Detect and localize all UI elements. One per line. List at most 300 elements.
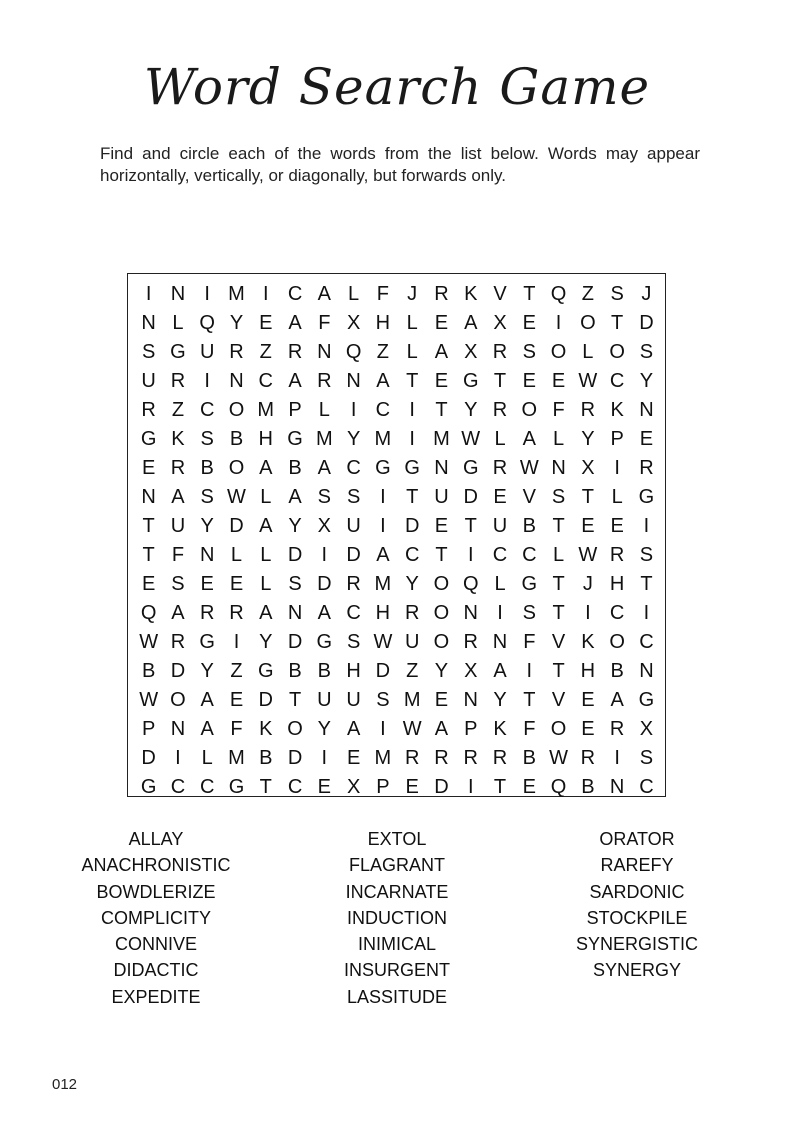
grid-cell[interactable]: B <box>288 457 302 479</box>
grid-cell[interactable]: W <box>519 457 539 479</box>
grid-cell[interactable]: K <box>493 718 507 740</box>
grid-cell[interactable]: E <box>522 312 536 334</box>
grid-cell[interactable]: G <box>228 776 245 798</box>
grid-cell[interactable]: I <box>643 515 650 537</box>
grid-cell[interactable]: B <box>610 660 624 682</box>
grid-cell[interactable]: U <box>492 515 508 537</box>
grid-cell[interactable]: T <box>288 689 302 711</box>
grid-cell[interactable]: A <box>288 312 302 334</box>
grid-cell[interactable]: R <box>199 602 215 624</box>
grid-cell[interactable]: P <box>141 718 156 740</box>
grid-cell[interactable]: X <box>581 457 595 479</box>
grid-cell[interactable]: G <box>316 631 333 653</box>
grid-cell[interactable]: K <box>581 631 595 653</box>
grid-cell[interactable]: S <box>522 341 536 363</box>
grid-cell[interactable]: Y <box>346 428 361 450</box>
grid-cell[interactable]: I <box>467 776 474 798</box>
grid-cell[interactable]: S <box>551 486 566 508</box>
grid-cell[interactable]: T <box>523 283 536 305</box>
grid-cell[interactable]: W <box>373 631 393 653</box>
grid-cell[interactable]: N <box>609 776 625 798</box>
grid-cell[interactable]: B <box>288 660 302 682</box>
grid-cell[interactable]: I <box>643 602 650 624</box>
grid-cell[interactable]: N <box>639 399 654 421</box>
grid-cell[interactable]: C <box>346 602 361 624</box>
grid-cell[interactable]: G <box>140 428 157 450</box>
grid-cell[interactable]: I <box>467 544 474 566</box>
grid-cell[interactable]: E <box>405 776 419 798</box>
grid-cell[interactable]: T <box>640 573 653 595</box>
grid-cell[interactable]: A <box>200 718 214 740</box>
grid-cell[interactable]: Y <box>259 631 273 653</box>
grid-cell[interactable]: S <box>639 544 654 566</box>
grid-cell[interactable]: V <box>493 283 507 305</box>
grid-cell[interactable]: I <box>555 312 562 334</box>
grid-cell[interactable]: I <box>409 428 415 450</box>
grid-cell[interactable]: Q <box>462 573 479 595</box>
grid-cell[interactable]: E <box>581 718 595 740</box>
grid-cell[interactable]: N <box>287 602 303 624</box>
grid-cell[interactable]: U <box>170 515 186 537</box>
grid-cell[interactable]: N <box>463 602 478 624</box>
grid-cell[interactable]: R <box>434 747 449 769</box>
grid-cell[interactable]: P <box>464 718 478 740</box>
grid-cell[interactable]: S <box>141 341 156 363</box>
grid-cell[interactable]: Y <box>229 312 244 334</box>
grid-cell[interactable]: Q <box>345 341 362 363</box>
grid-cell[interactable]: G <box>638 689 655 711</box>
grid-cell[interactable]: Q <box>140 602 157 624</box>
grid-cell[interactable]: K <box>464 283 478 305</box>
grid-cell[interactable]: R <box>317 370 332 392</box>
grid-cell[interactable]: I <box>321 747 328 769</box>
grid-cell[interactable]: G <box>170 341 186 363</box>
grid-cell[interactable]: E <box>141 573 156 595</box>
grid-cell[interactable]: N <box>141 312 156 334</box>
grid-cell[interactable]: G <box>462 457 479 479</box>
grid-cell[interactable]: N <box>170 718 186 740</box>
grid-cell[interactable]: L <box>494 573 506 595</box>
grid-cell[interactable]: D <box>317 573 332 595</box>
grid-cell[interactable]: B <box>522 747 536 769</box>
grid-cell[interactable]: T <box>552 602 565 624</box>
grid-cell[interactable]: C <box>404 544 420 566</box>
grid-cell[interactable]: C <box>258 370 273 392</box>
grid-cell[interactable]: M <box>257 399 275 421</box>
grid-cell[interactable]: O <box>228 399 245 421</box>
grid-cell[interactable]: A <box>317 283 331 305</box>
grid-cell[interactable]: M <box>228 283 245 305</box>
grid-cell[interactable]: M <box>315 428 333 450</box>
grid-cell[interactable]: T <box>259 776 272 798</box>
grid-cell[interactable]: C <box>170 776 186 798</box>
grid-cell[interactable]: I <box>380 515 386 537</box>
grid-cell[interactable]: R <box>170 631 186 653</box>
grid-cell[interactable]: T <box>406 486 419 508</box>
grid-cell[interactable]: W <box>461 428 481 450</box>
grid-cell[interactable]: S <box>346 486 361 508</box>
grid-cell[interactable]: L <box>611 486 623 508</box>
grid-cell[interactable]: S <box>522 602 536 624</box>
grid-cell[interactable]: A <box>317 602 331 624</box>
grid-cell[interactable]: L <box>260 544 272 566</box>
grid-cell[interactable]: O <box>433 631 450 653</box>
grid-cell[interactable]: R <box>492 457 508 479</box>
grid-cell[interactable]: V <box>551 631 566 653</box>
grid-cell[interactable]: X <box>346 776 361 798</box>
grid-cell[interactable]: A <box>259 515 273 537</box>
grid-cell[interactable]: I <box>380 718 386 740</box>
grid-cell[interactable]: M <box>228 747 245 769</box>
grid-cell[interactable]: Y <box>493 689 507 711</box>
grid-cell[interactable]: D <box>170 660 186 682</box>
grid-cell[interactable]: C <box>639 776 654 798</box>
grid-cell[interactable]: A <box>493 660 507 682</box>
grid-cell[interactable]: T <box>552 573 565 595</box>
grid-cell[interactable]: W <box>227 486 246 508</box>
grid-cell[interactable]: X <box>317 515 331 537</box>
grid-cell[interactable]: T <box>523 689 536 711</box>
grid-cell[interactable]: A <box>376 544 390 566</box>
grid-cell[interactable]: E <box>200 573 214 595</box>
grid-cell[interactable]: L <box>582 341 594 363</box>
grid-cell[interactable]: A <box>434 341 449 363</box>
grid-cell[interactable]: D <box>463 486 478 508</box>
grid-cell[interactable]: E <box>434 515 449 537</box>
grid-cell[interactable]: B <box>317 660 331 682</box>
grid-cell[interactable]: U <box>346 515 361 537</box>
grid-cell[interactable]: Y <box>639 370 654 392</box>
grid-cell[interactable]: R <box>141 399 156 421</box>
grid-cell[interactable]: I <box>585 602 591 624</box>
grid-cell[interactable]: C <box>346 457 361 479</box>
grid-cell[interactable]: A <box>288 486 302 508</box>
grid-cell[interactable]: E <box>346 747 361 769</box>
grid-cell[interactable]: A <box>464 312 478 334</box>
grid-cell[interactable]: H <box>375 602 391 624</box>
grid-cell[interactable]: A <box>171 486 185 508</box>
grid-cell[interactable]: E <box>581 689 595 711</box>
grid-cell[interactable]: E <box>434 312 449 334</box>
grid-cell[interactable]: U <box>199 341 215 363</box>
grid-cell[interactable]: V <box>551 689 566 711</box>
grid-cell[interactable]: U <box>346 689 361 711</box>
grid-cell[interactable]: N <box>346 370 361 392</box>
grid-cell[interactable]: B <box>229 428 244 450</box>
grid-cell[interactable]: X <box>464 341 478 363</box>
grid-cell[interactable]: N <box>492 631 508 653</box>
grid-cell[interactable]: Z <box>171 399 185 421</box>
grid-cell[interactable]: G <box>140 776 157 798</box>
grid-cell[interactable]: R <box>463 747 478 769</box>
grid-cell[interactable]: W <box>402 718 422 740</box>
grid-cell[interactable]: T <box>581 486 594 508</box>
grid-cell[interactable]: A <box>434 718 449 740</box>
grid-cell[interactable]: F <box>523 718 536 740</box>
grid-cell[interactable]: M <box>374 428 392 450</box>
grid-cell[interactable]: C <box>287 283 303 305</box>
grid-cell[interactable]: A <box>171 602 185 624</box>
grid-cell[interactable]: D <box>434 776 449 798</box>
grid-cell[interactable]: T <box>435 399 448 421</box>
grid-cell[interactable]: O <box>228 457 245 479</box>
grid-cell[interactable]: Y <box>405 573 419 595</box>
grid-cell[interactable]: Y <box>464 399 478 421</box>
grid-cell[interactable]: H <box>375 312 391 334</box>
grid-cell[interactable]: R <box>404 602 420 624</box>
grid-cell[interactable]: L <box>553 428 565 450</box>
grid-cell[interactable]: E <box>610 515 624 537</box>
grid-cell[interactable]: E <box>434 689 449 711</box>
grid-cell[interactable]: U <box>434 486 449 508</box>
grid-cell[interactable]: N <box>551 457 566 479</box>
grid-cell[interactable]: E <box>141 457 156 479</box>
grid-cell[interactable]: E <box>522 370 536 392</box>
grid-cell[interactable]: Z <box>581 283 594 305</box>
grid-cell[interactable]: B <box>200 457 214 479</box>
grid-cell[interactable]: F <box>523 631 536 653</box>
grid-cell[interactable]: F <box>318 312 331 334</box>
grid-cell[interactable]: U <box>404 631 420 653</box>
grid-cell[interactable]: G <box>257 660 274 682</box>
grid-cell[interactable]: D <box>287 631 303 653</box>
grid-cell[interactable]: I <box>526 660 533 682</box>
grid-cell[interactable]: L <box>406 341 418 363</box>
grid-cell[interactable]: N <box>463 689 478 711</box>
grid-cell[interactable]: G <box>375 457 391 479</box>
grid-cell[interactable]: K <box>171 428 185 450</box>
grid-cell[interactable]: E <box>551 370 566 392</box>
grid-cell[interactable]: R <box>170 457 186 479</box>
grid-cell[interactable]: R <box>346 573 361 595</box>
grid-cell[interactable]: G <box>462 370 479 392</box>
grid-cell[interactable]: X <box>493 312 507 334</box>
grid-cell[interactable]: C <box>639 631 654 653</box>
grid-cell[interactable]: R <box>287 341 303 363</box>
grid-cell[interactable]: B <box>522 515 536 537</box>
grid-cell[interactable]: S <box>346 631 361 653</box>
grid-cell[interactable]: R <box>463 631 478 653</box>
grid-cell[interactable]: Y <box>200 515 214 537</box>
grid-cell[interactable]: R <box>580 399 596 421</box>
grid-cell[interactable]: X <box>346 312 361 334</box>
grid-cell[interactable]: L <box>406 312 418 334</box>
grid-cell[interactable]: X <box>639 718 654 740</box>
grid-cell[interactable]: A <box>259 602 273 624</box>
grid-cell[interactable]: I <box>175 747 181 769</box>
grid-cell[interactable]: R <box>609 718 625 740</box>
grid-cell[interactable]: D <box>258 689 273 711</box>
grid-cell[interactable]: G <box>404 457 420 479</box>
grid-cell[interactable]: W <box>139 631 159 653</box>
grid-cell[interactable]: G <box>287 428 303 450</box>
grid-cell[interactable]: A <box>346 718 361 740</box>
grid-cell[interactable]: A <box>200 689 214 711</box>
grid-cell[interactable]: I <box>321 544 328 566</box>
grid-cell[interactable]: D <box>141 747 156 769</box>
grid-cell[interactable]: T <box>493 776 507 798</box>
grid-cell[interactable]: E <box>229 689 244 711</box>
grid-cell[interactable]: R <box>170 370 186 392</box>
grid-cell[interactable]: S <box>171 573 185 595</box>
grid-cell[interactable]: C <box>522 544 537 566</box>
grid-cell[interactable]: I <box>614 457 620 479</box>
grid-cell[interactable]: W <box>578 544 598 566</box>
grid-cell[interactable]: O <box>550 341 567 363</box>
grid-cell[interactable]: J <box>641 283 652 305</box>
grid-cell[interactable]: M <box>374 747 392 769</box>
grid-cell[interactable]: E <box>522 776 536 798</box>
grid-cell[interactable]: L <box>201 747 213 769</box>
grid-cell[interactable]: O <box>609 631 625 653</box>
grid-cell[interactable]: D <box>287 747 303 769</box>
grid-cell[interactable]: R <box>229 341 244 363</box>
grid-cell[interactable]: I <box>145 283 152 305</box>
grid-cell[interactable]: M <box>433 428 450 450</box>
grid-cell[interactable]: N <box>199 544 215 566</box>
grid-cell[interactable]: O <box>170 689 186 711</box>
grid-cell[interactable]: T <box>406 370 419 392</box>
grid-cell[interactable]: Y <box>288 515 302 537</box>
grid-cell[interactable]: T <box>611 312 624 334</box>
grid-cell[interactable]: Y <box>200 660 214 682</box>
grid-cell[interactable]: I <box>497 602 503 624</box>
grid-cell[interactable]: S <box>639 747 654 769</box>
grid-cell[interactable]: A <box>317 457 331 479</box>
grid-cell[interactable]: L <box>553 544 565 566</box>
grid-cell[interactable]: Z <box>230 660 243 682</box>
grid-cell[interactable]: L <box>348 283 360 305</box>
grid-cell[interactable]: W <box>578 370 598 392</box>
grid-cell[interactable]: L <box>260 573 272 595</box>
grid-cell[interactable]: O <box>609 341 625 363</box>
grid-cell[interactable]: G <box>638 486 655 508</box>
grid-cell[interactable]: L <box>494 428 506 450</box>
grid-cell[interactable]: R <box>434 283 449 305</box>
grid-cell[interactable]: T <box>435 544 448 566</box>
grid-cell[interactable]: I <box>204 283 210 305</box>
grid-cell[interactable]: R <box>609 544 625 566</box>
grid-cell[interactable]: I <box>380 486 386 508</box>
grid-cell[interactable]: E <box>259 312 273 334</box>
grid-cell[interactable]: R <box>639 457 654 479</box>
grid-cell[interactable]: D <box>404 515 420 537</box>
grid-cell[interactable]: C <box>375 399 391 421</box>
grid-cell[interactable]: T <box>552 515 565 537</box>
grid-cell[interactable]: H <box>346 660 361 682</box>
grid-cell[interactable]: F <box>376 283 389 305</box>
grid-cell[interactable]: I <box>614 747 620 769</box>
grid-cell[interactable]: L <box>230 544 243 566</box>
grid-cell[interactable]: Q <box>550 776 567 798</box>
grid-cell[interactable]: N <box>141 486 156 508</box>
grid-cell[interactable]: Z <box>376 341 389 363</box>
grid-cell[interactable]: S <box>376 689 390 711</box>
grid-cell[interactable]: A <box>610 689 624 711</box>
grid-cell[interactable]: P <box>288 399 302 421</box>
grid-cell[interactable]: U <box>141 370 156 392</box>
grid-cell[interactable]: E <box>581 515 595 537</box>
grid-cell[interactable]: A <box>288 370 302 392</box>
grid-cell[interactable]: O <box>433 573 450 595</box>
grid-cell[interactable]: S <box>288 573 302 595</box>
grid-cell[interactable]: C <box>287 776 303 798</box>
grid-cell[interactable]: S <box>200 486 214 508</box>
grid-cell[interactable]: F <box>171 544 185 566</box>
grid-cell[interactable]: U <box>317 689 332 711</box>
grid-cell[interactable]: E <box>639 428 654 450</box>
grid-cell[interactable]: C <box>492 544 508 566</box>
grid-cell[interactable]: Y <box>434 660 449 682</box>
grid-cell[interactable]: N <box>317 341 332 363</box>
grid-cell[interactable]: J <box>407 283 418 305</box>
grid-cell[interactable]: D <box>229 515 244 537</box>
grid-cell[interactable]: B <box>259 747 273 769</box>
grid-cell[interactable]: E <box>229 573 244 595</box>
grid-cell[interactable]: F <box>552 399 565 421</box>
grid-cell[interactable]: L <box>260 486 272 508</box>
grid-cell[interactable]: H <box>258 428 273 450</box>
grid-cell[interactable]: H <box>609 573 625 595</box>
grid-cell[interactable]: Y <box>317 718 331 740</box>
grid-cell[interactable]: D <box>287 544 303 566</box>
grid-cell[interactable]: S <box>610 283 624 305</box>
grid-cell[interactable]: I <box>204 370 210 392</box>
grid-cell[interactable]: W <box>139 689 159 711</box>
grid-cell[interactable]: E <box>434 370 449 392</box>
grid-cell[interactable]: E <box>493 486 507 508</box>
grid-cell[interactable]: Z <box>406 660 419 682</box>
grid-cell[interactable]: C <box>609 370 625 392</box>
grid-cell[interactable]: Y <box>581 428 595 450</box>
grid-cell[interactable]: D <box>639 312 654 334</box>
grid-cell[interactable]: R <box>404 747 420 769</box>
grid-cell[interactable]: T <box>552 660 565 682</box>
grid-cell[interactable]: R <box>492 399 508 421</box>
grid-cell[interactable]: R <box>492 341 508 363</box>
grid-cell[interactable]: S <box>200 428 214 450</box>
grid-cell[interactable]: I <box>233 631 240 653</box>
grid-cell[interactable]: I <box>409 399 415 421</box>
grid-cell[interactable]: M <box>374 573 392 595</box>
grid-cell[interactable]: N <box>639 660 654 682</box>
grid-cell[interactable]: Z <box>259 341 272 363</box>
grid-cell[interactable]: K <box>610 399 624 421</box>
grid-cell[interactable]: O <box>550 718 567 740</box>
grid-cell[interactable]: O <box>521 399 538 421</box>
grid-cell[interactable]: Q <box>199 312 215 334</box>
grid-cell[interactable]: N <box>170 283 186 305</box>
grid-cell[interactable]: R <box>492 747 508 769</box>
grid-cell[interactable]: I <box>262 283 269 305</box>
grid-cell[interactable]: Q <box>550 283 567 305</box>
grid-cell[interactable]: S <box>639 341 654 363</box>
grid-cell[interactable]: D <box>346 544 361 566</box>
grid-cell[interactable]: R <box>580 747 596 769</box>
grid-cell[interactable]: O <box>287 718 303 740</box>
grid-cell[interactable]: O <box>580 312 596 334</box>
grid-cell[interactable]: R <box>229 602 244 624</box>
grid-cell[interactable]: P <box>376 776 390 798</box>
grid-cell[interactable]: T <box>464 515 477 537</box>
grid-cell[interactable]: C <box>199 776 215 798</box>
grid-cell[interactable]: N <box>229 370 244 392</box>
grid-cell[interactable]: T <box>142 544 155 566</box>
grid-cell[interactable]: B <box>581 776 595 798</box>
grid-cell[interactable]: A <box>376 370 390 392</box>
grid-cell[interactable]: G <box>199 631 215 653</box>
grid-cell[interactable]: I <box>350 399 357 421</box>
